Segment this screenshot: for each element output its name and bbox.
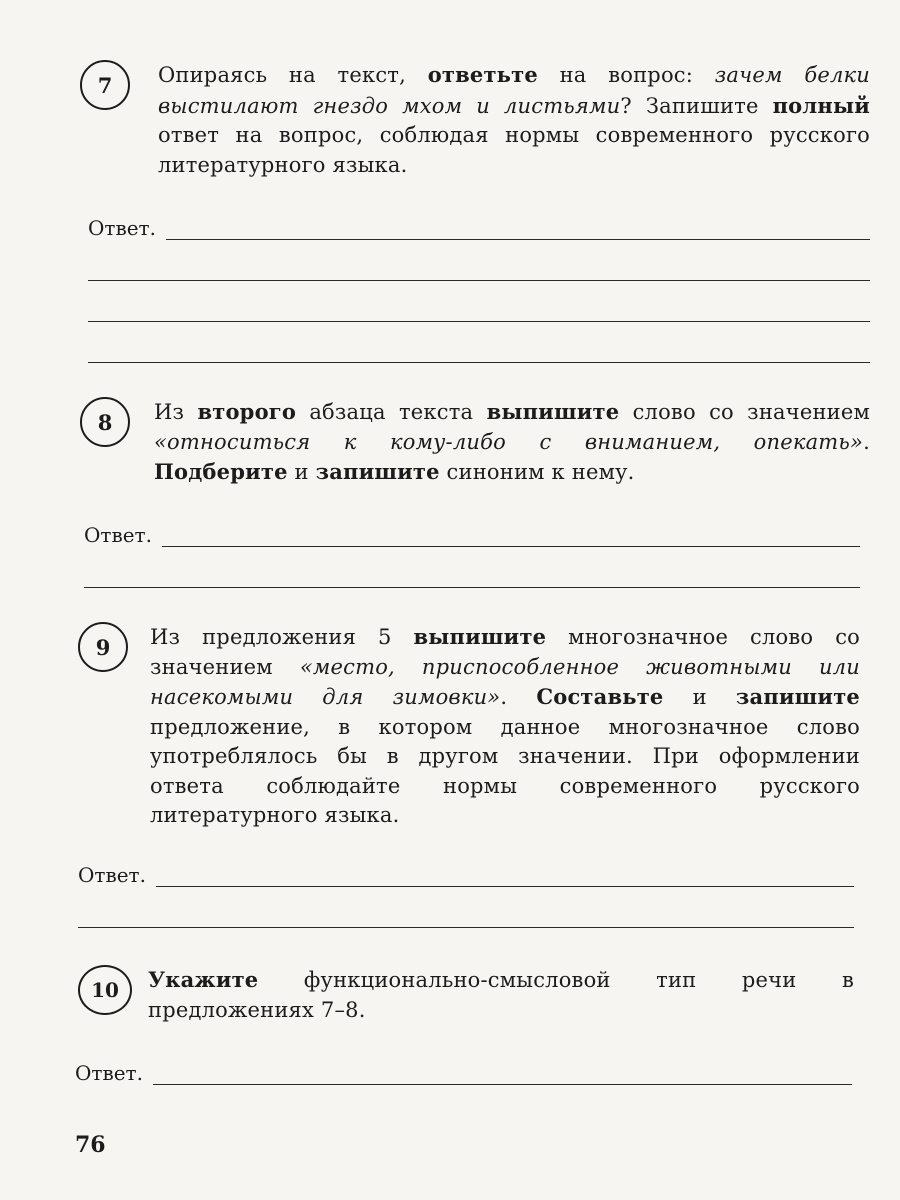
question-text-run: и: [287, 460, 316, 484]
question-text-run: запишите: [315, 459, 440, 484]
question-text-run: второго: [197, 399, 297, 424]
answer-label: Ответ.: [84, 523, 152, 547]
question-text-run: полный: [772, 92, 870, 118]
task-question: [154, 397, 870, 488]
answer-line[interactable]: [162, 524, 860, 547]
question-text-run: функционально-смысловой тип речи в предложениях 7–8.: [148, 968, 854, 1022]
answer-label: Ответ.: [75, 1061, 143, 1085]
question-text-run: слово со значением: [619, 400, 871, 424]
answer-label: Ответ.: [78, 863, 146, 887]
task-question: [150, 622, 860, 831]
question-text-run: выпишите: [486, 399, 620, 424]
answer-area[interactable]: [88, 210, 870, 363]
answer-line[interactable]: [166, 217, 870, 240]
answer-line[interactable]: [78, 887, 854, 928]
answer-line[interactable]: [153, 1062, 852, 1085]
question-text-run: «место, приспособленное животными или насекомыми для зимовки»: [150, 654, 860, 709]
question-text-run: Опираясь на текст,: [158, 63, 428, 87]
answer-area[interactable]: [75, 1055, 852, 1085]
question-text-run: на вопрос:: [537, 63, 715, 87]
page-number: 76: [75, 1132, 106, 1158]
answer-row: [88, 210, 870, 240]
question-text-run: Составьте: [536, 684, 664, 709]
answer-row: [84, 517, 860, 547]
answer-line[interactable]: [88, 281, 870, 322]
question-text-run: ответьте: [427, 62, 538, 87]
question-text-run: запишите: [735, 684, 860, 709]
question-text-run: абзаца текста: [296, 400, 487, 424]
question-text-run: «относиться к кому-либо с вниманием, опекать»: [154, 429, 864, 454]
question-text-run: Из предложения 5: [150, 625, 414, 649]
question-text-run: и: [663, 685, 736, 709]
question-text-run: ответ на вопрос, соблюдая нормы современного русского литературного языка.: [158, 123, 870, 177]
question-text-run: ? Запишите: [620, 93, 773, 118]
question-text-run: предложение, в котором данное многозначное слово употреблялось бы в другом значении. При оформлении ответа соблюдайте нормы современного русского литературного языка.: [150, 714, 860, 827]
task-number-badge: 10: [78, 965, 132, 1015]
answer-line[interactable]: [84, 547, 860, 588]
question-text-run: Подберите: [154, 459, 288, 484]
answer-label: Ответ.: [88, 216, 156, 240]
answer-area[interactable]: [78, 857, 854, 928]
answer-line[interactable]: [88, 240, 870, 281]
question-text-run: выпишите: [413, 624, 547, 649]
answer-row: [78, 857, 854, 887]
answer-line[interactable]: [156, 864, 854, 887]
question-text-run: многозначное слово со значением: [150, 625, 860, 679]
task-number-badge: 7: [80, 60, 130, 110]
question-text-run: Укажите: [148, 967, 259, 992]
question-text-run: синоним к нему.: [439, 460, 635, 484]
task-number-badge: 8: [80, 397, 130, 447]
question-text-run: Из: [154, 400, 198, 424]
answer-row: [75, 1055, 852, 1085]
answer-line[interactable]: [88, 322, 870, 363]
question-text-run: зачем белки выстилают гнездо мхом и листьями: [158, 63, 870, 118]
task-number-badge: 9: [78, 622, 128, 672]
task-question: [158, 60, 870, 180]
question-text-run: .: [500, 685, 537, 709]
task-question: [148, 965, 854, 1025]
question-text-run: .: [863, 429, 870, 454]
answer-area[interactable]: [84, 517, 860, 588]
